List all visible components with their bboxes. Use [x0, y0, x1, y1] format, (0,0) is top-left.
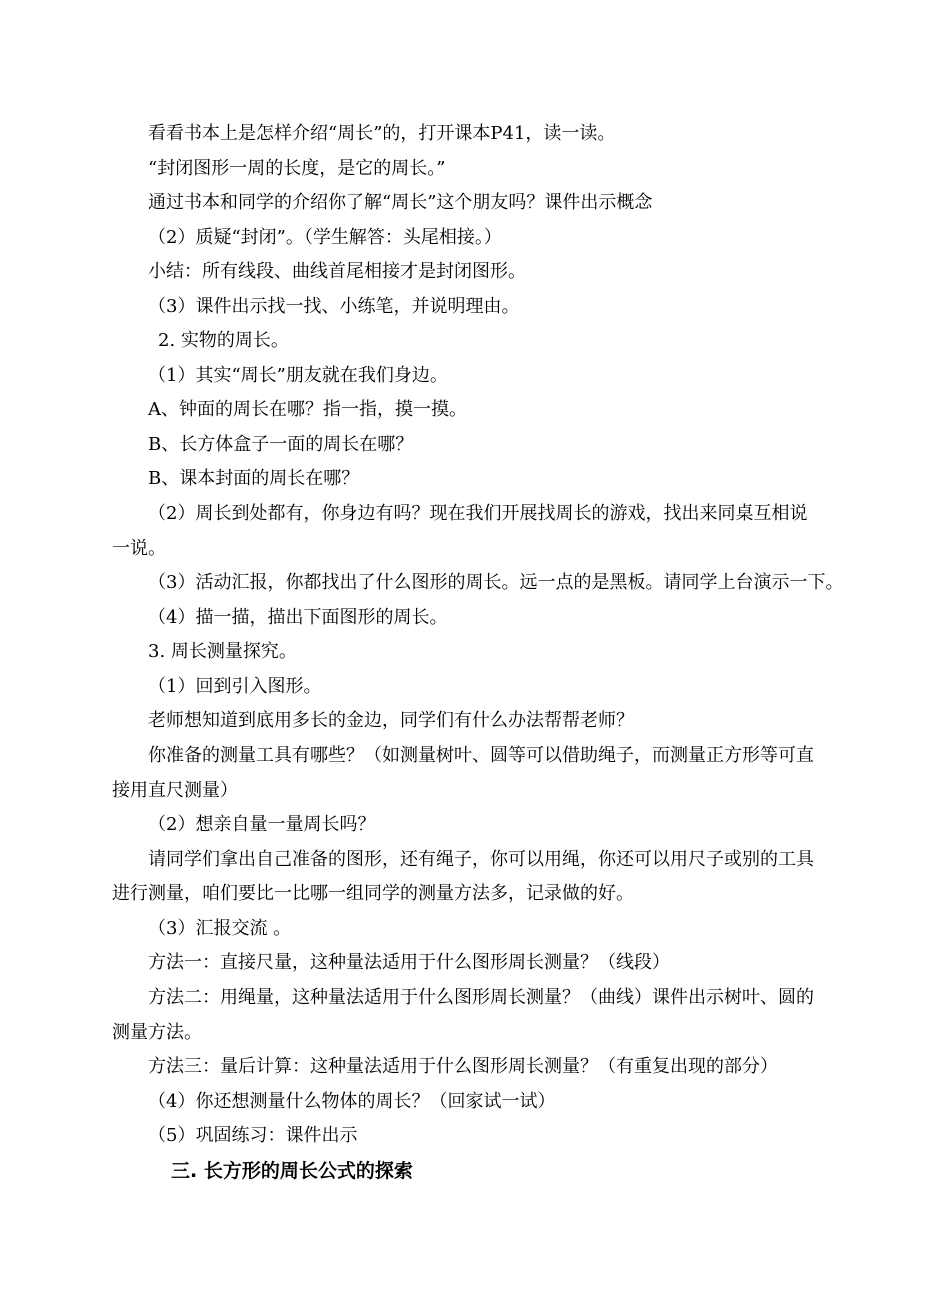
text-line: （1）其实“周长”朋友就在我们身边。: [148, 365, 448, 386]
text-line: 测量方法。: [112, 1022, 202, 1043]
text-line: （3）活动汇报，你都找出了什么图形的周长。远一点的是黑板。请同学上台演示一下。: [148, 572, 844, 593]
text-line: 通过书本和同学的介绍你了解“周长”这个朋友吗？课件出示概念: [148, 192, 653, 213]
section-heading: 三. 长方形的周长公式的探索: [171, 1160, 413, 1182]
text-line: 3. 周长测量探究。: [148, 641, 297, 662]
text-line: （4）你还想测量什么物体的周长？（回家试一试）: [148, 1091, 556, 1112]
text-line: （1）回到引入图形。: [148, 676, 322, 697]
text-line: 看看书本上是怎样介绍“周长”的，打开课本P41，读一读。: [148, 123, 616, 144]
text-line: A、钟面的周长在哪？指一指，摸一摸。: [148, 399, 467, 420]
text-line: “封闭图形一周的长度，是它的周长。”: [148, 158, 446, 179]
text-line: （4）描一描，描出下面图形的周长。: [148, 607, 448, 628]
text-line: 2. 实物的周长。: [158, 330, 289, 351]
text-line: （3）汇报交流 。: [148, 918, 292, 939]
text-line: 小结：所有线段、曲线首尾相接才是封闭图形。: [148, 261, 526, 282]
text-line: （2）周长到处都有，你身边有吗？现在我们开展找周长的游戏，找出来同桌互相说: [148, 503, 808, 524]
text-line: 进行测量，咱们要比一比哪一组同学的测量方法多，记录做的好。: [112, 883, 634, 904]
text-line: （5）巩固练习：课件出示: [148, 1125, 358, 1146]
text-line: B、课本封面的周长在哪？: [148, 468, 360, 489]
text-line: （2）质疑“封闭”。（学生解答：头尾相接。）: [148, 227, 502, 248]
text-line: 方法二：用绳量，这种量法适用于什么图形周长测量？（曲线）课件出示树叶、圆的: [148, 987, 814, 1008]
text-line: （2）想亲自量一量周长吗？: [148, 814, 376, 835]
text-line: 老师想知道到底用多长的金边，同学们有什么办法帮帮老师？: [148, 710, 634, 731]
text-line: 接用直尺测量）: [112, 780, 238, 801]
text-line: 一说。: [112, 538, 166, 559]
text-line: 你准备的测量工具有哪些？（如测量树叶、圆等可以借助绳子，而测量正方形等可直: [148, 745, 814, 766]
text-line: （3）课件出示找一找、小练笔，并说明理由。: [148, 296, 520, 317]
text-line: 方法三：量后计算：这种量法适用于什么图形周长测量？（有重复出现的部分）: [148, 1056, 778, 1077]
text-line: 方法一：直接尺量，这种量法适用于什么图形周长测量？（线段）: [148, 952, 670, 973]
text-line: B、长方体盒子一面的周长在哪？: [148, 434, 414, 455]
text-line: 请同学们拿出自己准备的图形，还有绳子，你可以用绳，你还可以用尺子或别的工具: [148, 849, 814, 870]
